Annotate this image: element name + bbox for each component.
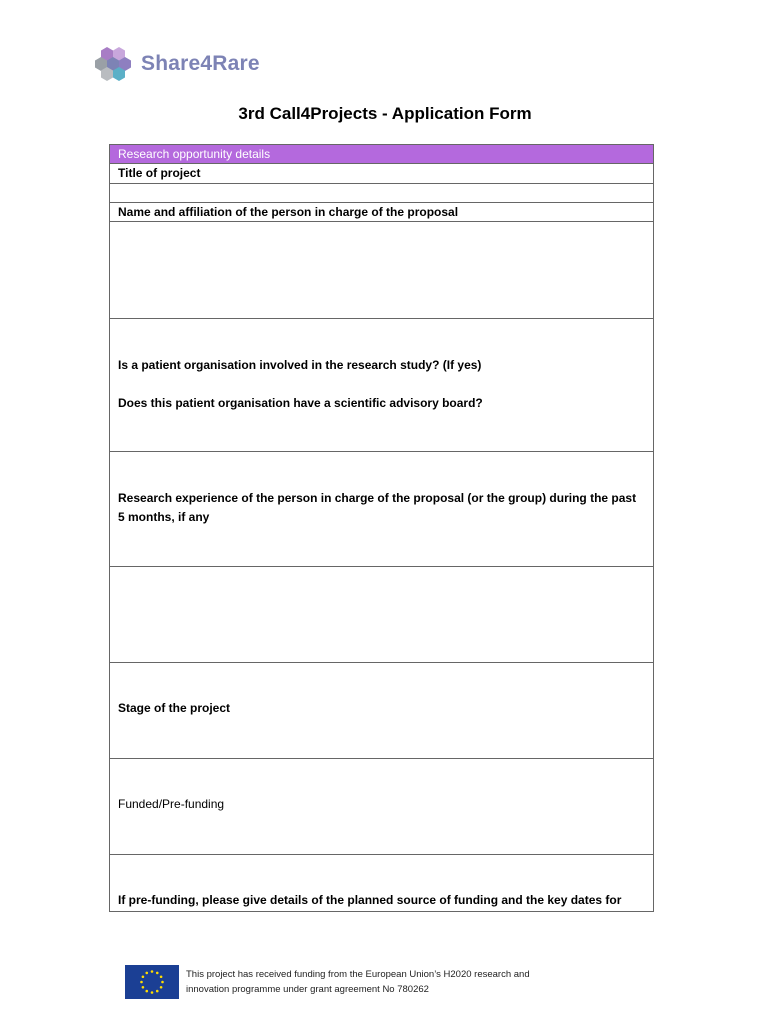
logo-wordmark: Share4Rare bbox=[141, 52, 260, 75]
eu-star bbox=[161, 981, 164, 984]
name-affiliation-label: Name and affiliation of the person in charge of the proposal bbox=[118, 205, 459, 219]
application-form-table bbox=[109, 144, 654, 912]
stage-of-project-row[interactable] bbox=[110, 663, 653, 759]
share4rare-logo bbox=[93, 46, 260, 82]
eu-star bbox=[145, 972, 148, 975]
name-affiliation-label-row bbox=[110, 203, 653, 222]
eu-flag-icon bbox=[125, 965, 179, 999]
funding-statement bbox=[186, 967, 606, 997]
title-of-project-label: Title of project bbox=[118, 166, 201, 180]
stage-of-project-label: Stage of the project bbox=[118, 701, 231, 715]
eu-star bbox=[151, 991, 154, 994]
funding-statement-line-1: This project has received funding from the European Union’s H2020 research and bbox=[186, 969, 530, 980]
name-affiliation-field[interactable] bbox=[110, 222, 653, 319]
research-experience-row[interactable] bbox=[110, 452, 653, 567]
title-of-project-label-row bbox=[110, 164, 653, 184]
prefunding-details-label: If pre-funding, please give details of the planned source of funding and the key dates for bbox=[118, 893, 622, 907]
eu-star bbox=[142, 975, 145, 978]
section-header-label: Research opportunity details bbox=[118, 147, 271, 161]
eu-star bbox=[151, 970, 154, 973]
advisory-board-question: Does this patient organisation have a scientific advisory board? bbox=[118, 396, 483, 410]
research-experience-label: Research experience of the person in charge of the proposal (or the group) during the past 5 months, if any bbox=[118, 491, 637, 524]
eu-star bbox=[142, 986, 145, 989]
funded-prefunding-label: Funded/Pre-funding bbox=[118, 797, 225, 811]
eu-star bbox=[156, 990, 159, 993]
eu-star bbox=[145, 990, 148, 993]
title-of-project-field[interactable] bbox=[110, 184, 653, 203]
page-title: 3rd Call4Projects - Application Form bbox=[238, 104, 532, 123]
eu-star bbox=[140, 981, 143, 984]
hexagon-cluster-icon bbox=[93, 46, 133, 82]
eu-star bbox=[160, 975, 163, 978]
patient-organisation-question: Is a patient organisation involved in the research study? (If yes) bbox=[118, 358, 482, 372]
eu-star bbox=[160, 986, 163, 989]
prefunding-details-row[interactable] bbox=[110, 855, 653, 912]
section-header bbox=[110, 145, 653, 164]
eu-star bbox=[156, 972, 159, 975]
funding-footer bbox=[125, 965, 605, 1001]
funding-statement-line-2: innovation programme under grant agreement No 780262 bbox=[186, 984, 429, 995]
funded-row[interactable] bbox=[110, 759, 653, 855]
patient-organisation-row[interactable] bbox=[110, 319, 653, 452]
research-experience-field[interactable] bbox=[110, 567, 653, 663]
